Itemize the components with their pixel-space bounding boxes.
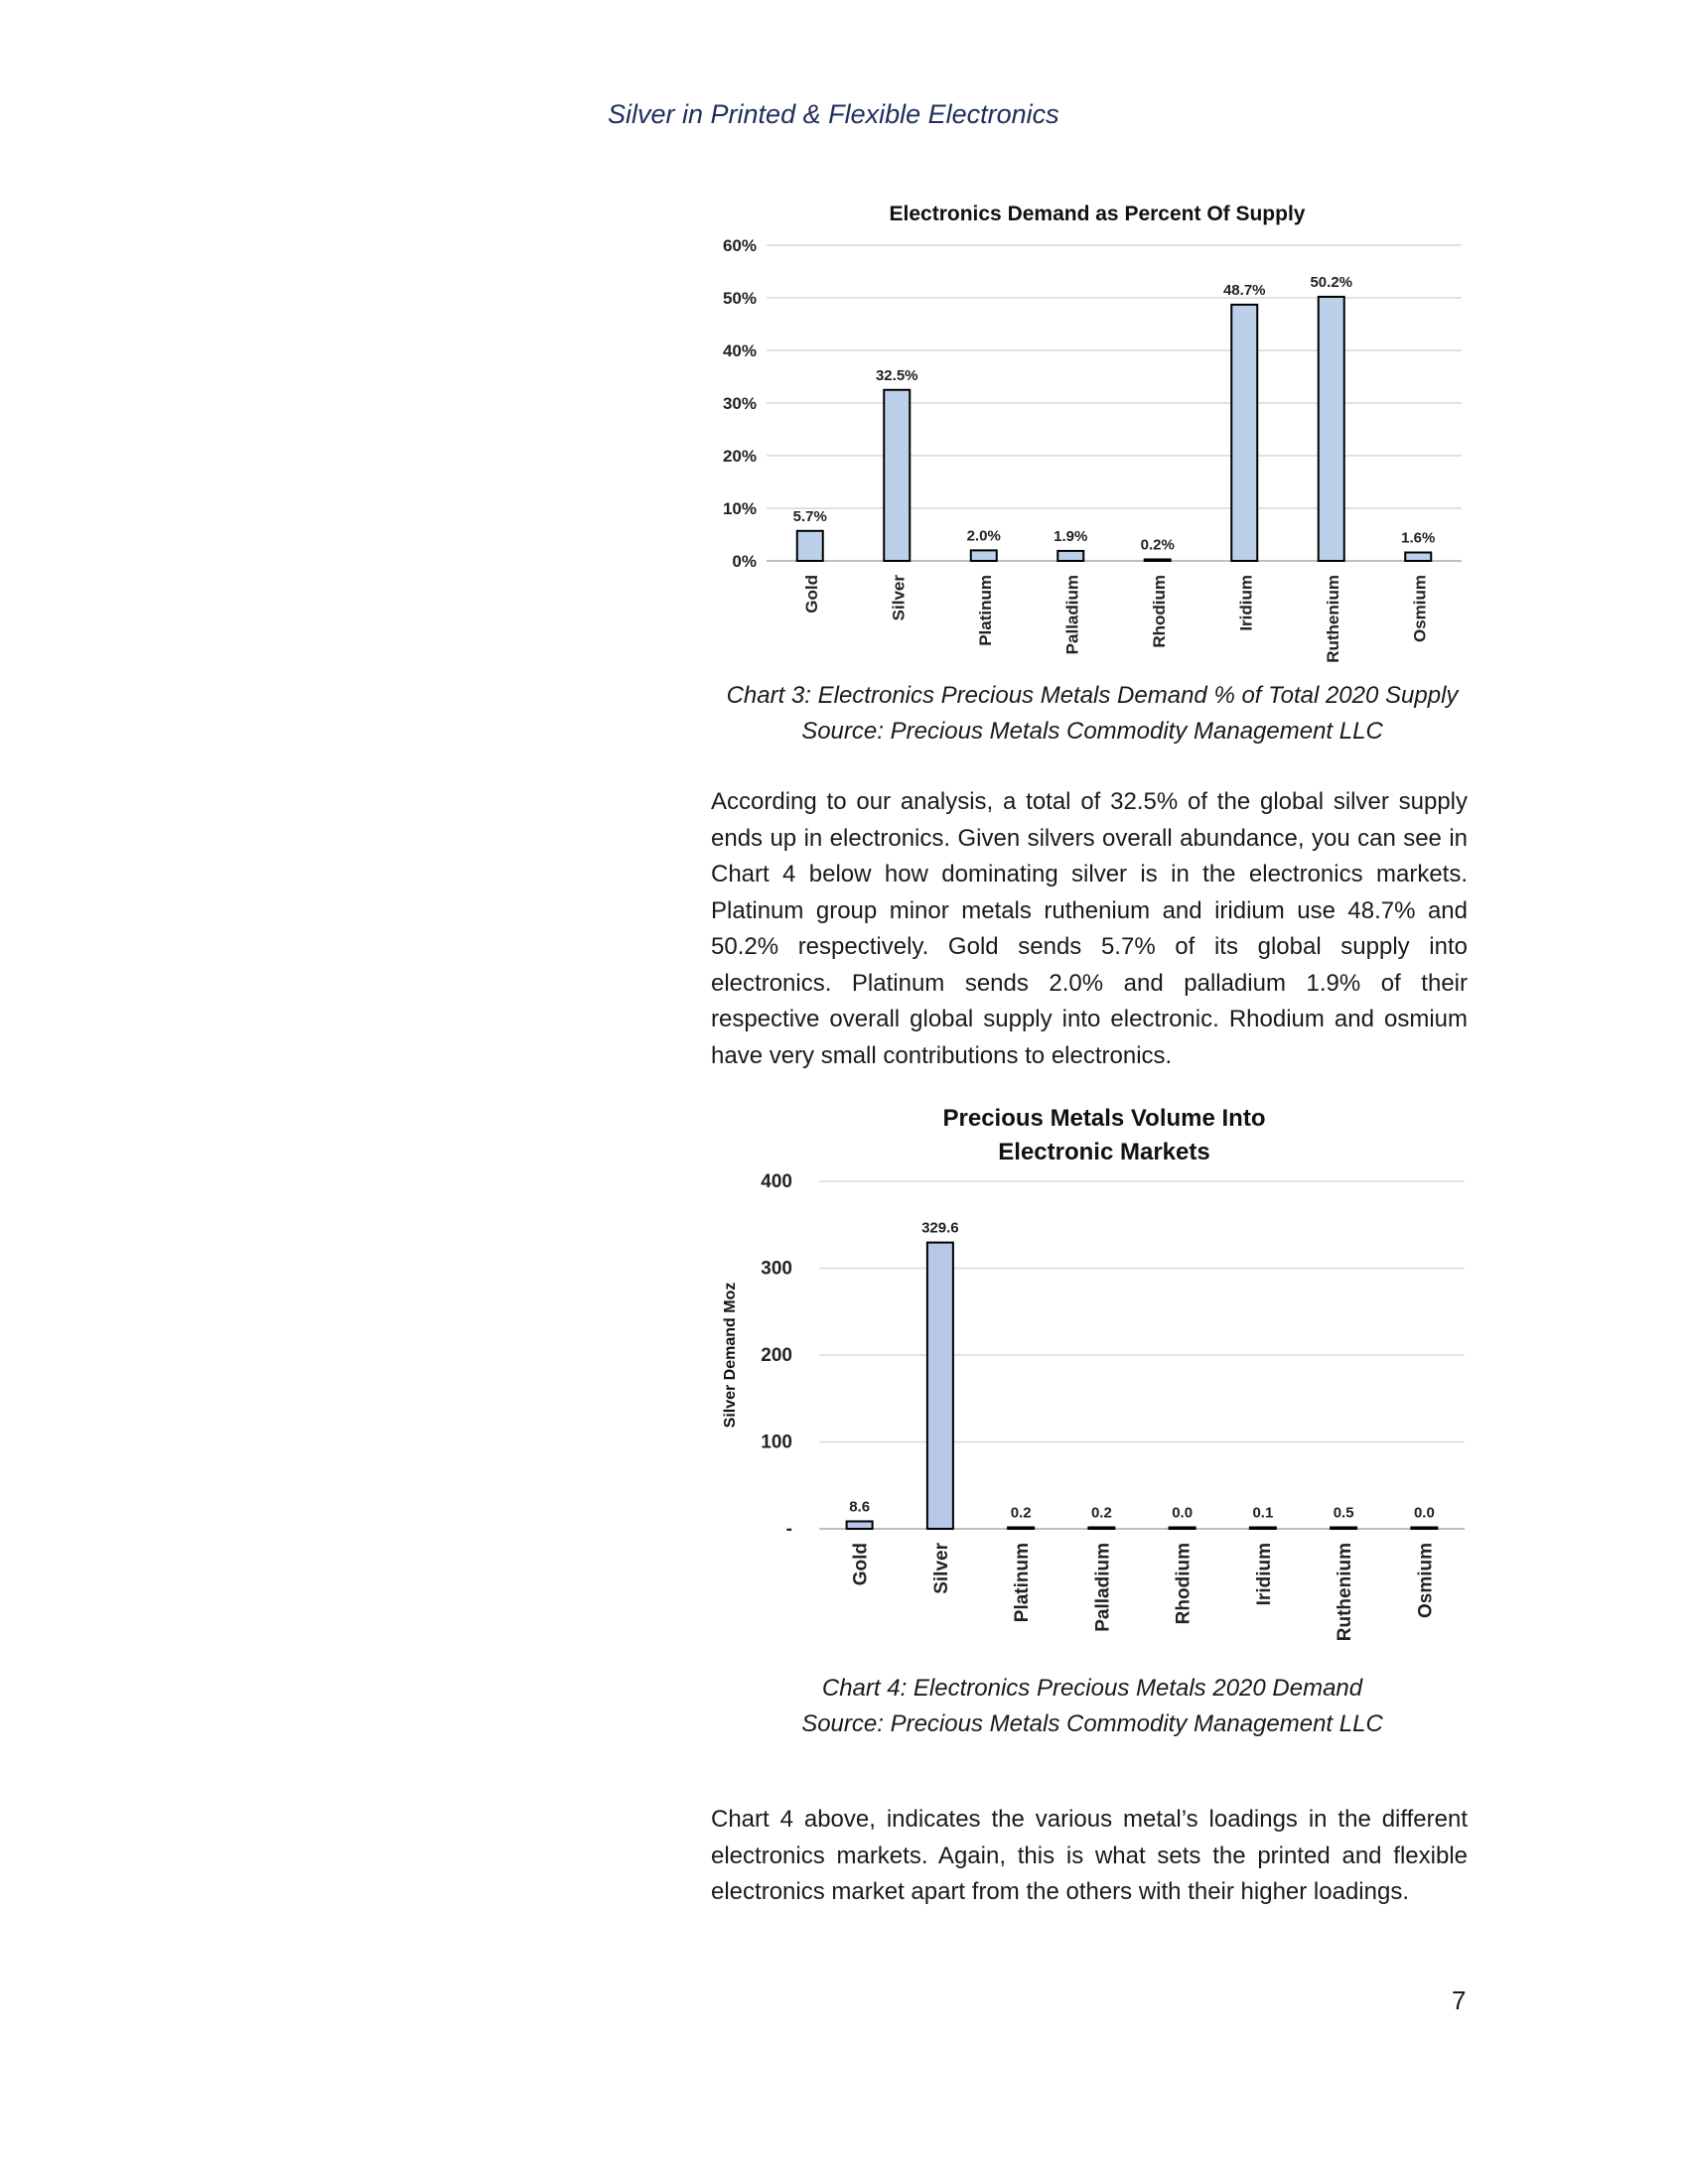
chart3-caption bbox=[695, 678, 1489, 750]
bar-gold bbox=[797, 531, 823, 561]
bar-palladium bbox=[1088, 1528, 1114, 1530]
chart-precious-metals-volume bbox=[715, 1102, 1489, 1658]
x-tick-label: Ruthenium bbox=[1335, 1543, 1356, 1642]
body-paragraph-2: Chart 4 above, indicates the various metal’s loadings in the different electronics markets. Again, this is what sets the printed and flexible electronics market apart from the others with their higher loadings. bbox=[711, 1806, 1468, 1905]
bar-osmium bbox=[1411, 1528, 1437, 1530]
y-tick-label: 10% bbox=[722, 499, 757, 518]
data-label: 329.6 bbox=[921, 1219, 959, 1237]
data-label: 0.2% bbox=[1140, 536, 1175, 554]
data-label: 50.2% bbox=[1310, 273, 1353, 291]
data-label: 1.9% bbox=[1054, 527, 1088, 545]
data-label: 0.2 bbox=[1010, 1504, 1032, 1522]
chart-electronics-demand-percent bbox=[695, 194, 1489, 670]
x-tick-label: Rhodium bbox=[1149, 575, 1169, 648]
data-label: 0.1 bbox=[1252, 1504, 1274, 1522]
y-tick-label: - bbox=[785, 1519, 792, 1540]
x-tick-label: Gold bbox=[850, 1543, 872, 1586]
x-tick-label: Silver bbox=[889, 575, 909, 621]
data-label: 1.6% bbox=[1401, 529, 1436, 547]
x-tick-label: Iridium bbox=[1253, 1543, 1275, 1606]
bar-iridium bbox=[1231, 305, 1257, 561]
x-tick-label: Iridium bbox=[1236, 575, 1256, 631]
chart-title-line: Electronic Markets bbox=[998, 1139, 1210, 1165]
chart-title-line: Precious Metals Volume Into bbox=[942, 1105, 1266, 1132]
y-tick-label: 40% bbox=[722, 341, 757, 360]
data-label: 0.2 bbox=[1090, 1504, 1112, 1522]
y-tick-label: 0% bbox=[732, 552, 757, 571]
data-label: 2.0% bbox=[966, 527, 1001, 545]
chart4-caption bbox=[695, 1671, 1489, 1742]
bar-osmium bbox=[1405, 553, 1431, 561]
y-tick-label: 400 bbox=[761, 1171, 792, 1192]
y-tick-label: 50% bbox=[722, 289, 757, 308]
chart4-caption-title: Chart 4: Electronics Precious Metals 2020 Demand bbox=[821, 1675, 1363, 1702]
running-header: Silver in Printed & Flexible Electronics bbox=[608, 99, 1059, 129]
bar-ruthenium bbox=[1331, 1528, 1356, 1530]
x-tick-label: Palladium bbox=[1092, 1543, 1114, 1632]
y-tick-label: 60% bbox=[722, 236, 757, 255]
bar-silver bbox=[927, 1243, 953, 1529]
y-axis-label: Silver Demand Moz bbox=[722, 1282, 739, 1429]
bar-platinum bbox=[971, 550, 997, 561]
x-tick-label: Osmium bbox=[1415, 1543, 1437, 1619]
bar-rhodium bbox=[1145, 560, 1171, 562]
bar-gold bbox=[847, 1521, 873, 1529]
x-tick-label: Ruthenium bbox=[1323, 575, 1342, 663]
data-label: 32.5% bbox=[875, 366, 918, 384]
bar-rhodium bbox=[1170, 1528, 1196, 1530]
data-label: 0.5 bbox=[1333, 1504, 1354, 1522]
x-tick-label: Osmium bbox=[1410, 575, 1430, 643]
x-tick-label: Palladium bbox=[1062, 575, 1082, 655]
data-label: 8.6 bbox=[849, 1498, 871, 1516]
x-tick-label: Platinum bbox=[975, 575, 995, 646]
x-tick-label: Gold bbox=[801, 575, 821, 614]
chart3-caption-source: Source: Precious Metals Commodity Management LLC bbox=[801, 718, 1383, 745]
bar-iridium bbox=[1250, 1528, 1276, 1530]
y-tick-label: 200 bbox=[761, 1345, 792, 1366]
chart3-caption-title: Chart 3: Electronics Precious Metals Demand % of Total 2020 Supply bbox=[726, 682, 1459, 709]
y-tick-label: 30% bbox=[722, 394, 757, 413]
bar-palladium bbox=[1057, 551, 1083, 561]
x-tick-label: Silver bbox=[930, 1543, 952, 1594]
data-label: 0.0 bbox=[1172, 1504, 1194, 1522]
chart-title: Electronics Demand as Percent Of Supply bbox=[889, 203, 1306, 225]
bar-silver bbox=[884, 390, 910, 561]
data-label: 0.0 bbox=[1413, 1504, 1435, 1522]
x-tick-label: Platinum bbox=[1012, 1543, 1034, 1623]
body-paragraph-1: According to our analysis, a total of 32.5% of the global silver supply ends up in electronics. Given silvers overall abundance, you can see in Chart 4 below how dominating silver is in the electronics markets. Platinum group minor metals ruthenium and iridium use 48.7% and 50.2% respectively. Gold sends 5.7% of its global supply into electronics. Platinum sends 2.0% and palladium 1.9% of their respective overall global supply into electronic. Rhodium and osmium have very small contributions to electronics. bbox=[711, 788, 1468, 1069]
data-label: 48.7% bbox=[1222, 281, 1266, 299]
bar-platinum bbox=[1008, 1528, 1034, 1530]
y-tick-label: 300 bbox=[761, 1258, 792, 1280]
y-tick-label: 20% bbox=[722, 447, 757, 466]
y-tick-label: 100 bbox=[761, 1432, 792, 1453]
x-tick-label: Rhodium bbox=[1173, 1543, 1195, 1625]
data-label: 5.7% bbox=[792, 507, 827, 525]
chart4-caption-source: Source: Precious Metals Commodity Management LLC bbox=[801, 1710, 1383, 1737]
page-number: 7 bbox=[1452, 1985, 1467, 2015]
bar-ruthenium bbox=[1319, 297, 1344, 561]
